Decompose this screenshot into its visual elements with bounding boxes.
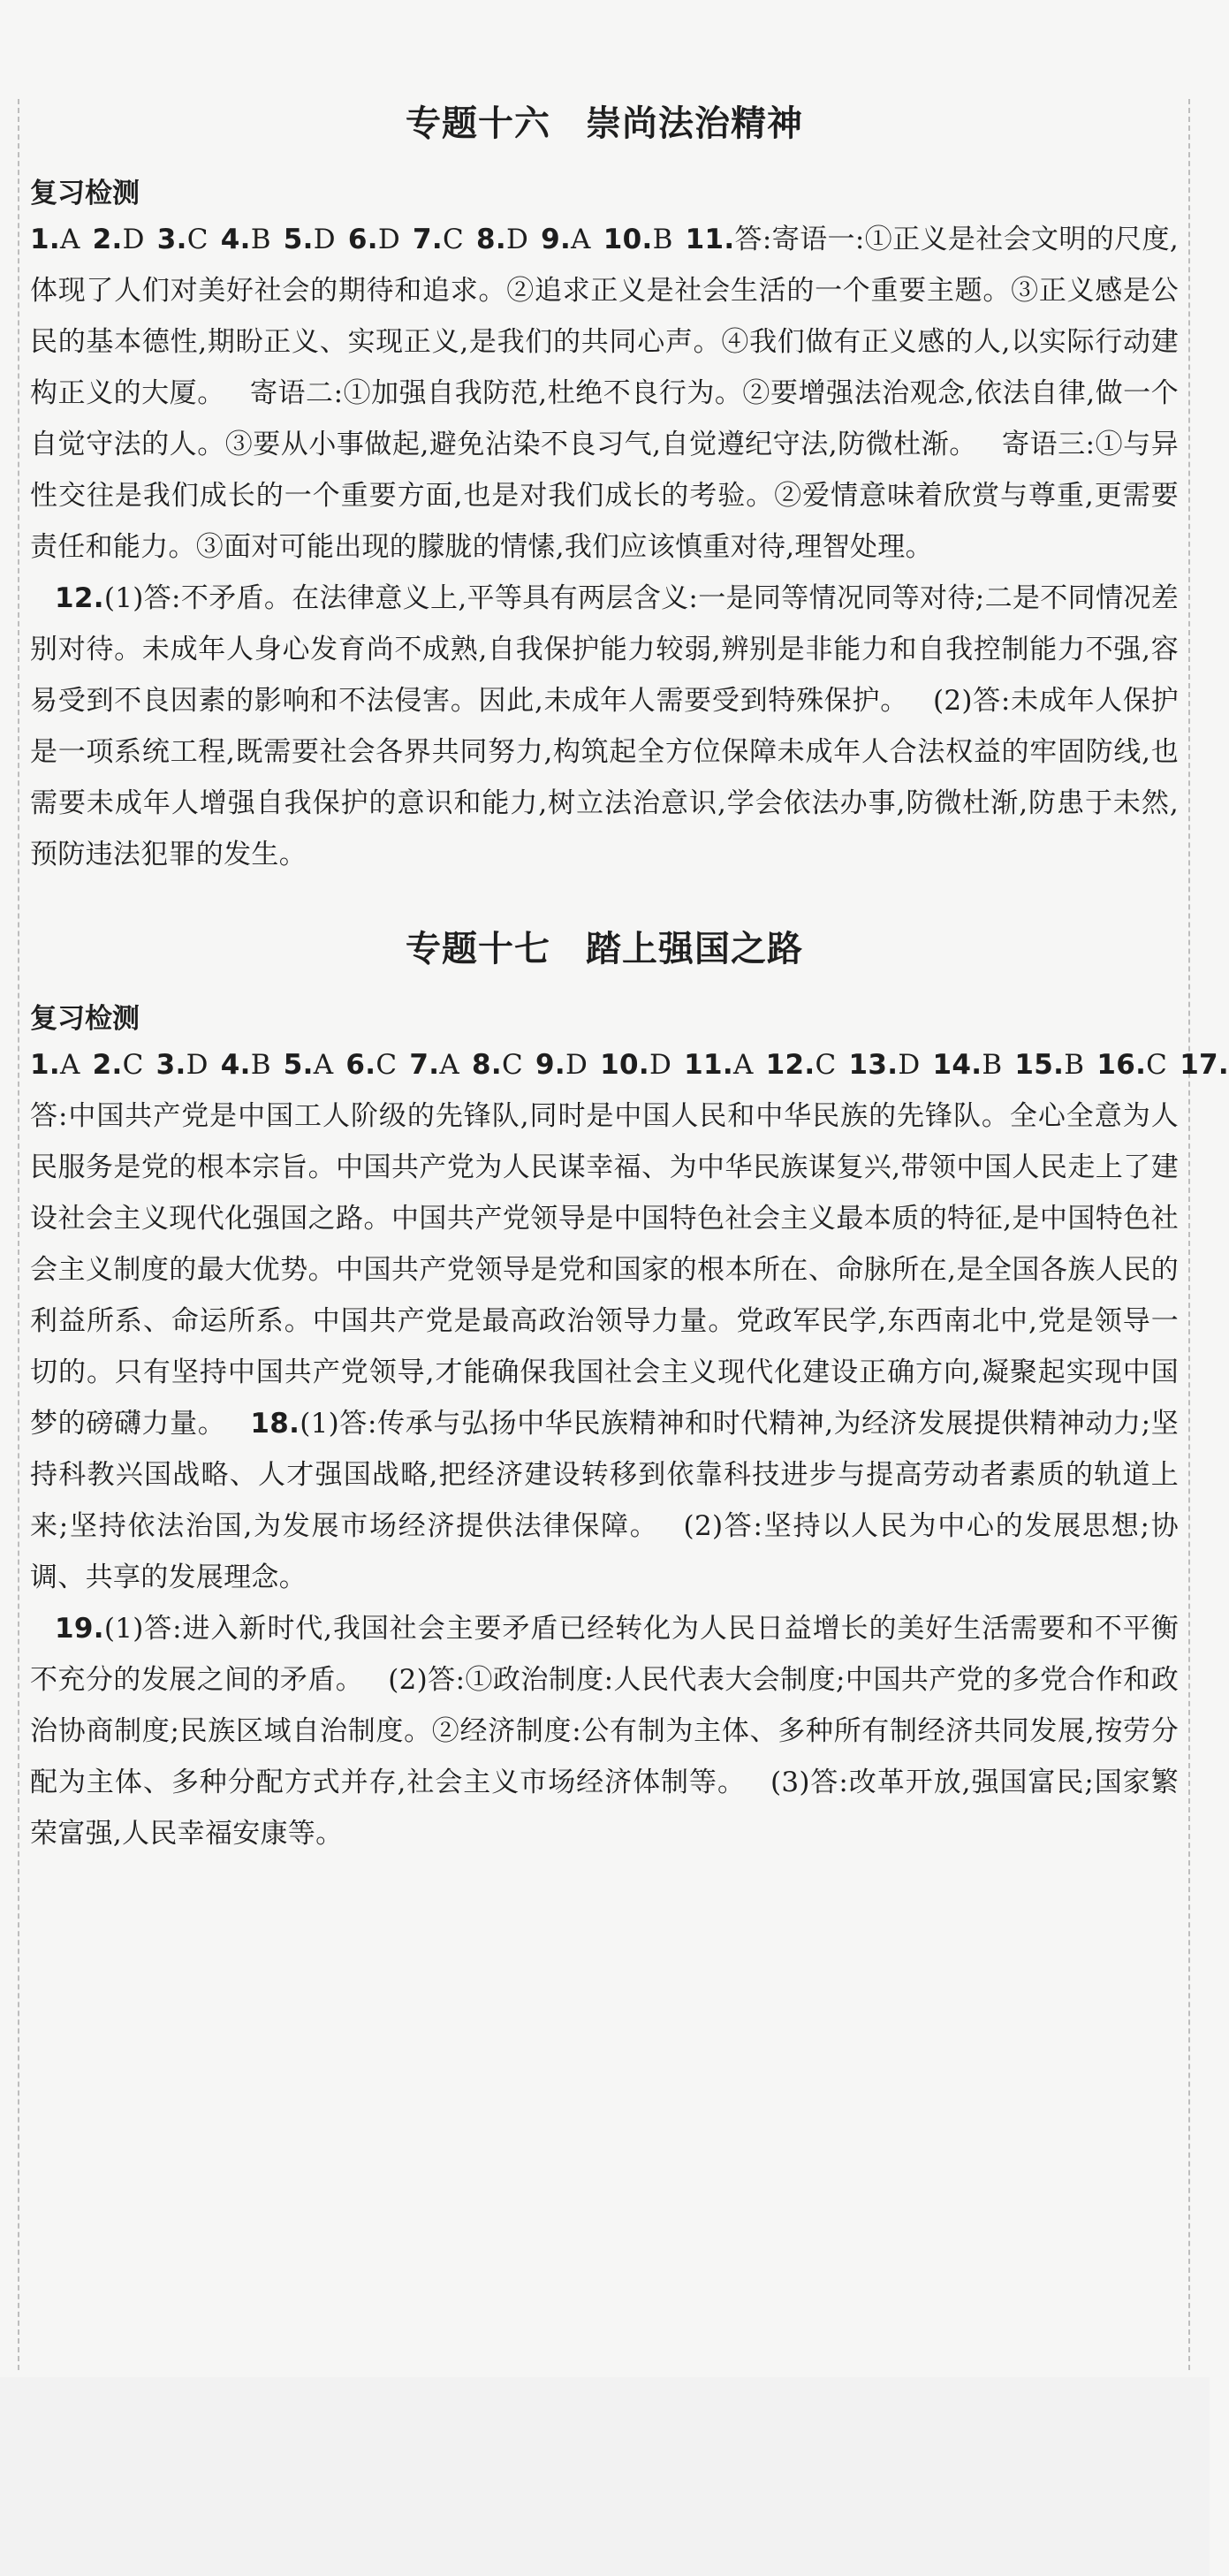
- q17-text: 答:中国共产党是中国工人阶级的先锋队,同时是中国人民和中华民族的先锋队。全心全意为人民服务是党的根本宗旨。中国共产党为人民谋幸福、为中华民族谋复兴,带领中国人民走上了建设社会主义现代化强国之路。中国共产党领导是中国特色社会主义最本质的特征,是中国特色社会主义制度的最大优势。中国共产党领导是党和国家的根本所在、命脉所在,是全国各族人民的利益所系、命运所系。中国共产党是最高政治领导力量。党政军民学,东西南北中,党是领导一切的。只有坚持中国共产党领导,才能确保我国社会主义现代化建设正确方向,凝聚起实现中国梦的磅礴力量。: [30, 1100, 1179, 1440]
- q12-part2: (2)答:未成年人保护是一项系统工程,既需要社会各界共同努力,构筑起全方位保障未成年人合法权益的牢固防线,也需要未成年人增强自我保护的意识和能力,树立法治意识,学会依法办事,防微杜渐,防患于未然,预防违法犯罪的发生。: [30, 685, 1180, 870]
- choice-answer: 6.D: [347, 224, 400, 255]
- choice-answer: 11.A: [684, 1049, 754, 1081]
- section-17-title: 专题十七 踏上强国之路: [406, 928, 803, 969]
- choice-answer: 15.B: [1014, 1049, 1085, 1081]
- q11-number: 11.: [685, 224, 735, 255]
- right-dashed-border: [1188, 99, 1190, 2370]
- choice-answer: 3.C: [156, 224, 209, 255]
- q18-part2: (2)答:坚持以人民为中心的发展思想;协调、共享的发展理念。: [30, 1510, 1179, 1593]
- choice-answer: 2.C: [92, 1049, 144, 1081]
- q12-answer: 12.(1)答:不矛盾。在法律意义上,平等具有两层含义:一是同等情况同等对待;二是不同情况差别对待。未成年人身心发育尚不成熟,自我保护能力较弱,辨别是非能力和自我控制能力不强,容易受到不良因素的影响和不法侵害。因此,未成年人需要受到特殊保护。 (2)答:未成年人保护是一项系统工程,既需要社会各界共同努力,构筑起全方位保障未成年人合法权益的牢固防线,也需要未成年人增强自我保护的意识和能力,树立法治意识,学会依法办事,防微杜渐,防患于未然,预防违法犯罪的发生。: [30, 582, 1180, 870]
- choice-answer: 9.A: [541, 224, 591, 255]
- section-spacer: [30, 880, 1179, 921]
- choice-answer: 12.C: [765, 1049, 837, 1081]
- choice-answer: 4.B: [220, 1049, 271, 1081]
- section-16-title: 专题十六 崇尚法治精神: [406, 103, 803, 144]
- choice-answer: 4.B: [220, 224, 271, 255]
- choice-answer: 6.C: [345, 1049, 398, 1081]
- q11-part2: 寄语二:①加强自我防范,杜绝不良行为。②要增强法治观念,依法自律,做一个自觉守法的人。③要从小事做起,避免沾染不良习气,自觉遵纪守法,防微杜渐。: [30, 377, 1179, 460]
- choice-answer: 1.A: [30, 224, 80, 255]
- q19-part3: (3)答:改革开放,强国富民;国家繁荣富强,人民幸福安康等。: [30, 1767, 1179, 1850]
- q18-number: 18.: [250, 1408, 300, 1440]
- choice-answer: 7.A: [409, 1049, 460, 1081]
- section-16-answers: [30, 214, 1179, 573]
- q17-number: 17.: [1180, 1049, 1229, 1081]
- q19-answer: 19.(1)答:进入新时代,我国社会主要矛盾已经转化为人民日益增长的美好生活需要和不平衡不充分的发展之间的矛盾。 (2)答:①政治制度:人民代表大会制度;中国共产党的多党合作和政治协商制度;民族区域自治制度。②经济制度:公有制为主体、多种所有制经济共同发展,按劳分配为主体、多种分配方式并存,社会主义市场经济体制等。 (3)答:改革开放,强国富民;国家繁荣富强,人民幸福安康等。: [30, 1613, 1179, 1850]
- section-17-subheading: 复习检测: [30, 1003, 140, 1035]
- choice-answer: 10.D: [600, 1049, 672, 1081]
- choice-answer: 5.D: [283, 224, 336, 255]
- section-17-answers: [30, 1039, 1229, 1603]
- q11-part3: 寄语三:①与异性交往是我们成长的一个重要方面,也是对我们成长的考验。②爱情意味着欣赏与尊重,更需要责任和能力。③面对可能出现的朦胧的情愫,我们应该慎重对待,理智处理。: [30, 429, 1179, 563]
- choice-answer: 7.C: [413, 224, 464, 255]
- choice-answer: 8.D: [475, 224, 529, 255]
- choice-answer: 5.A: [283, 1049, 334, 1081]
- choice-answer: 3.D: [156, 1049, 209, 1081]
- choice-answer: 2.D: [92, 224, 145, 255]
- q19-part1: (1)答:进入新时代,我国社会主要矛盾已经转化为人民日益增长的美好生活需要和不平衡不充分的发展之间的矛盾。: [30, 1613, 1179, 1696]
- q11-part1: 答:寄语一:①正义是社会文明的尺度,体现了人们对美好社会的期待和追求。②追求正义是社会生活的一个重要主题。③正义感是公民的基本德性,期盼正义、实现正义,是我们的共同心声。④我们做有正义感的人,以实际行动建构正义的大厦。: [30, 224, 1179, 409]
- choice-answer: 10.B: [603, 224, 673, 255]
- left-dashed-border: [18, 99, 19, 2370]
- choice-answer: 8.C: [472, 1049, 524, 1081]
- page-content: [30, 95, 1229, 1859]
- choice-answer: 16.C: [1096, 1049, 1168, 1081]
- choice-answer: 13.D: [848, 1049, 921, 1081]
- choice-answer: 9.D: [535, 1049, 588, 1081]
- q19-part2: (2)答:①政治制度:人民代表大会制度;中国共产党的多党合作和政治协商制度;民族区域自治制度。②经济制度:公有制为主体、多种所有制经济共同发展,按劳分配为主体、多种分配方式并存,社会主义市场经济体制等。: [30, 1664, 1179, 1798]
- section-16-subheading: 复习检测: [30, 178, 140, 209]
- choice-answer: 14.B: [932, 1049, 1003, 1081]
- q12-part1: (1)答:不矛盾。在法律意义上,平等具有两层含义:一是同等情况同等对待;二是不同情况差别对待。未成年人身心发育尚不成熟,自我保护能力较弱,辨别是非能力和自我控制能力不强,容易受到不良因素的影响和不法侵害。因此,未成年人需要受到特殊保护。: [30, 582, 1179, 717]
- blank-footer-area: [0, 2377, 1210, 2576]
- choice-answer: 1.A: [30, 1049, 80, 1081]
- q18-part1: (1)答:传承与弘扬中华民族精神和时代精神,为经济发展提供精神动力;坚持科教兴国战略、人才强国战略,把经济建设转移到依靠科技进步与提高劳动者素质的轨道上来;坚持依法治国,为发展市场经济提供法律保障。: [30, 1408, 1179, 1542]
